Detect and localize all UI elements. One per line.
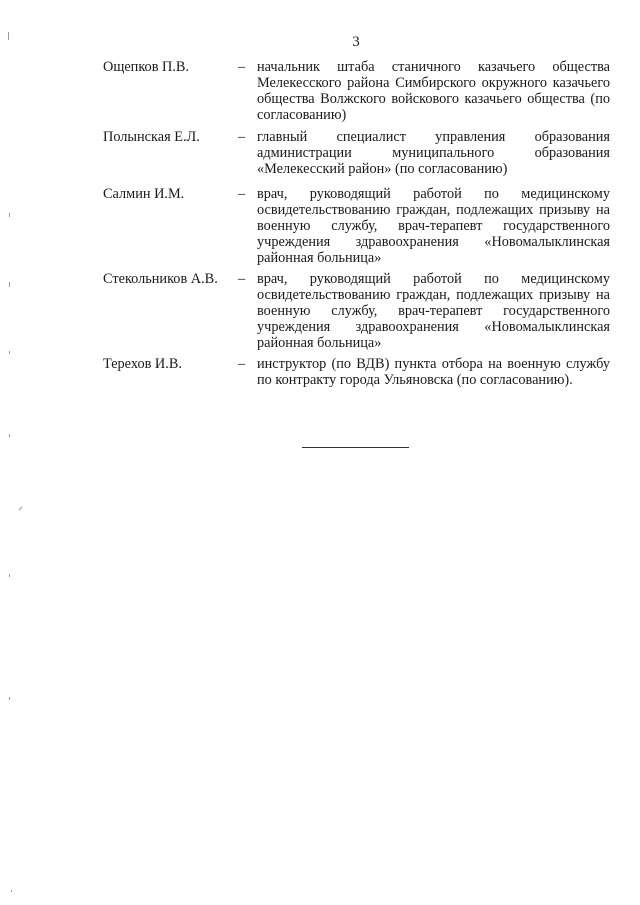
member-name: Ощепков П.В. [103, 59, 190, 75]
list-item [0, 184, 640, 269]
member-name: Терехов И.В. [103, 356, 182, 372]
list-item [0, 57, 640, 127]
member-name: Стекольников А.В. [103, 271, 218, 287]
dash-separator: – [238, 271, 246, 287]
member-position: врач, руководящий работой по медицинскому освидетельствованию граждан, подлежащих призыву на военную службу, врач-терапевт государственного учреждения здравоохранения «Новомалыклинская районная больница» [257, 186, 610, 266]
member-name: Салмин И.М. [103, 186, 185, 202]
dash-separator: – [238, 129, 246, 145]
list-item [0, 127, 640, 184]
member-position: инструктор (по ВДВ) пункта отбора на военную службу по контракту города Ульяновска (по согласованию). [257, 356, 610, 388]
dash-separator: – [238, 356, 246, 372]
member-position: врач, руководящий работой по медицинскому освидетельствованию граждан, подлежащих призыву на военную службу, врач-терапевт государственного учреждения здравоохранения «Новомалыклинская районная больница» [257, 271, 610, 351]
end-separator-line [302, 447, 409, 448]
dash-separator: – [238, 186, 246, 202]
list-item [0, 269, 640, 354]
list-item [0, 354, 640, 414]
member-position: главный специалист управления образования администрации муниципального образования «Мелекесский район» (по согласованию) [257, 129, 610, 177]
member-position: начальник штаба станичного казачьего общества Мелекесского района Симбирского окружного казачьего общества Волжского войскового казачьего общества (по согласованию) [257, 59, 610, 123]
member-list [0, 57, 640, 414]
dash-separator: – [238, 59, 246, 75]
page-number: 3 [352, 34, 360, 50]
member-name: Полынская Е.Л. [103, 129, 200, 145]
